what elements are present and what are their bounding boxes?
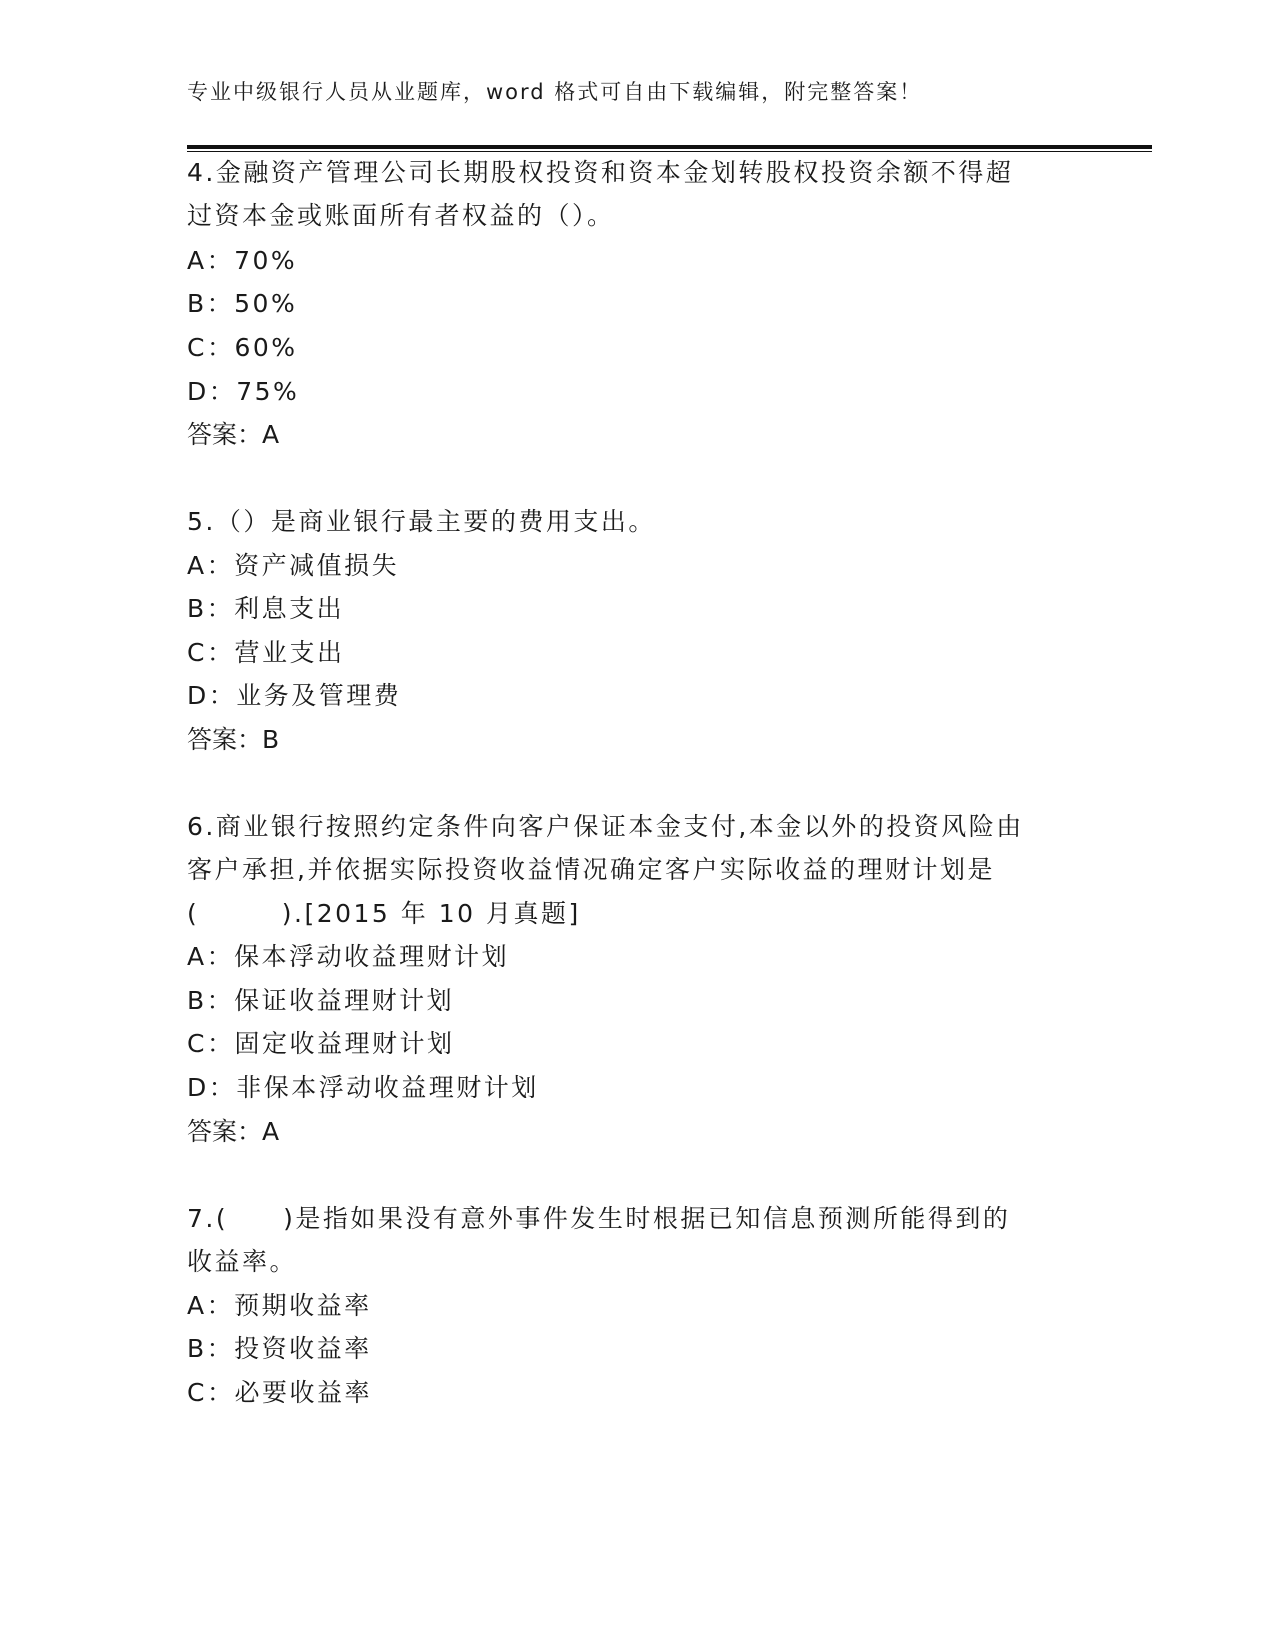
option-c: C：必要收益率 <box>187 1378 372 1407</box>
question-stem: 4.金融资产管理公司长期股权投资和资本金划转股权投资余额不得超 <box>187 158 1014 187</box>
option-d: D：75% <box>187 377 300 406</box>
option-c: C：固定收益理财计划 <box>187 1029 455 1058</box>
answer: 答案：A <box>187 420 280 449</box>
option-b: B：投资收益率 <box>187 1334 372 1363</box>
question-stem: 过资本金或账面所有者权益的（）。 <box>187 201 615 230</box>
option-a: A：70% <box>187 246 298 275</box>
option-b: B：利息支出 <box>187 594 345 623</box>
question-stem: 7.( )是指如果没有意外事件发生时根据已知信息预测所能得到的 <box>187 1204 1011 1233</box>
option-c: C：60% <box>187 333 298 362</box>
option-a: A：保本浮动收益理财计划 <box>187 942 510 971</box>
answer: 答案：B <box>187 725 280 754</box>
answer: 答案：A <box>187 1117 280 1146</box>
option-d: D：非保本浮动收益理财计划 <box>187 1073 539 1102</box>
question-stem: 5.（）是商业银行最主要的费用支出。 <box>187 507 656 536</box>
option-d: D：业务及管理费 <box>187 681 402 710</box>
question-stem: 客户承担,并依据实际投资收益情况确定客户实际收益的理财计划是 <box>187 855 995 884</box>
option-c: C：营业支出 <box>187 638 345 667</box>
header-divider-thin <box>187 151 1152 152</box>
option-a: A：预期收益率 <box>187 1291 372 1320</box>
question-stem: ( ).[2015 年 10 月真题] <box>187 899 581 928</box>
option-b: B：保证收益理财计划 <box>187 986 455 1015</box>
page-header: 专业中级银行人员从业题库，word 格式可自由下载编辑，附完整答案！ <box>187 80 923 104</box>
question-stem: 收益率。 <box>187 1247 298 1276</box>
option-a: A：资产减值损失 <box>187 551 400 580</box>
option-b: B：50% <box>187 289 298 318</box>
question-stem: 6.商业银行按照约定条件向客户保证本金支付,本金以外的投资风险由 <box>187 812 1024 841</box>
header-divider <box>187 145 1152 149</box>
